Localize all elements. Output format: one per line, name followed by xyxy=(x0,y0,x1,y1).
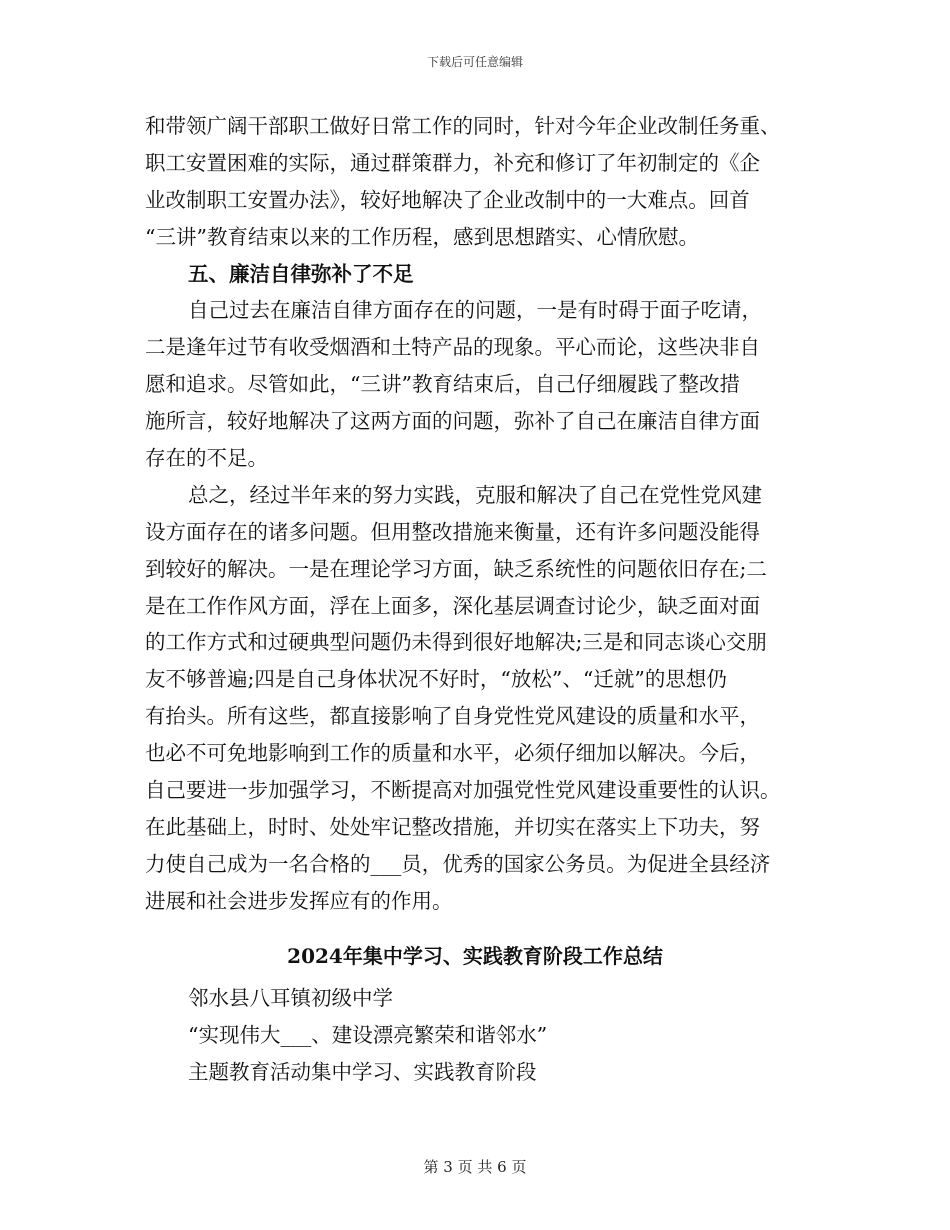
text-line: 愿和追求。尽管如此，“三讲”教育结束后，自己仔细履践了整改措 xyxy=(145,372,740,397)
text-line: 自己过去在廉洁自律方面存在的问题，一是有时碍于面子吃请， xyxy=(188,298,762,323)
text-line: 在此基础上，时时、处处牢记整改措施，并切实在落实上下功夫，努 xyxy=(145,814,760,839)
text-line: 力使自己成为一名合格的___员，优秀的国家公务员。为促进全县经济 xyxy=(145,851,771,876)
text-line: 友不够普遍;四是自己身体状况不好时，“放松”、“迁就”的思想仍 xyxy=(145,667,727,692)
text-line: 有抬头。所有这些，都直接影响了自身党性党风建设的质量和水平， xyxy=(145,704,760,729)
text-line: 存在的不足。 xyxy=(145,446,268,471)
text-line: 总之，经过半年来的努力实践，克服和解决了自己在党性党风建 xyxy=(188,482,762,507)
page-header: 下载后可任意编辑 xyxy=(426,55,523,69)
text-line: 到较好的解决。一是在理论学习方面，缺乏系统性的问题依旧存在;二 xyxy=(145,556,767,581)
section-heading-5: 五、廉洁自律弥补了不足 xyxy=(188,261,414,286)
text-line: 职工安置困难的实际，通过群策群力，补充和修订了年初制定的《企 xyxy=(145,150,760,175)
text-line: “三讲”教育结束以来的工作历程，感到思想踏实、心情欣慰。 xyxy=(145,224,699,249)
intro-line-theme: “实现伟大___、建设漂亮繁荣和谐邻水” xyxy=(188,1023,548,1048)
text-line: 二是逢年过节有收受烟酒和土特产品的现象。平心而论，这些决非自 xyxy=(145,335,760,360)
document-body xyxy=(145,108,805,1091)
intro-line-stage: 主题教育活动集中学习、实践教育阶段 xyxy=(188,1060,537,1085)
text-line: 也必不可免地影响到工作的质量和水平，必须仔细加以解决。今后， xyxy=(145,741,760,766)
page-number-footer: 第 3 页 共 6 页 xyxy=(423,1158,527,1176)
text-line: 是在工作作风方面，浮在上面多，深化基层调查讨论少，缺乏面对面 xyxy=(145,593,760,618)
text-line: 设方面存在的诸多问题。但用整改措施来衡量，还有许多问题没能得 xyxy=(145,519,760,544)
text-line: 自己要进一步加强学习，不断提高对加强党性党风建设重要性的认识。 xyxy=(145,778,781,803)
text-line: 进展和社会进步发挥应有的作用。 xyxy=(145,888,453,913)
paragraph-1 xyxy=(145,108,805,256)
text-line: 的工作方式和过硬典型问题仍未得到很好地解决;三是和同志谈心交朋 xyxy=(145,630,767,655)
intro-block xyxy=(145,980,805,1091)
paragraph-2 xyxy=(145,292,805,476)
section-title: 2024年集中学习、实践教育阶段工作总结 xyxy=(287,943,663,968)
text-line: 和带领广阔干部职工做好日常工作的同时，针对今年企业改制任务重、 xyxy=(145,114,781,138)
paragraph-3 xyxy=(145,477,805,920)
text-line: 业改制职工安置办法》，较好地解决了企业改制中的一大难点。回首 xyxy=(145,187,750,212)
intro-line-school: 邻水县八耳镇初级中学 xyxy=(188,986,393,1011)
text-line: 施所言，较好地解决了这两方面的问题，弥补了自己在廉洁自律方面 xyxy=(145,409,760,434)
